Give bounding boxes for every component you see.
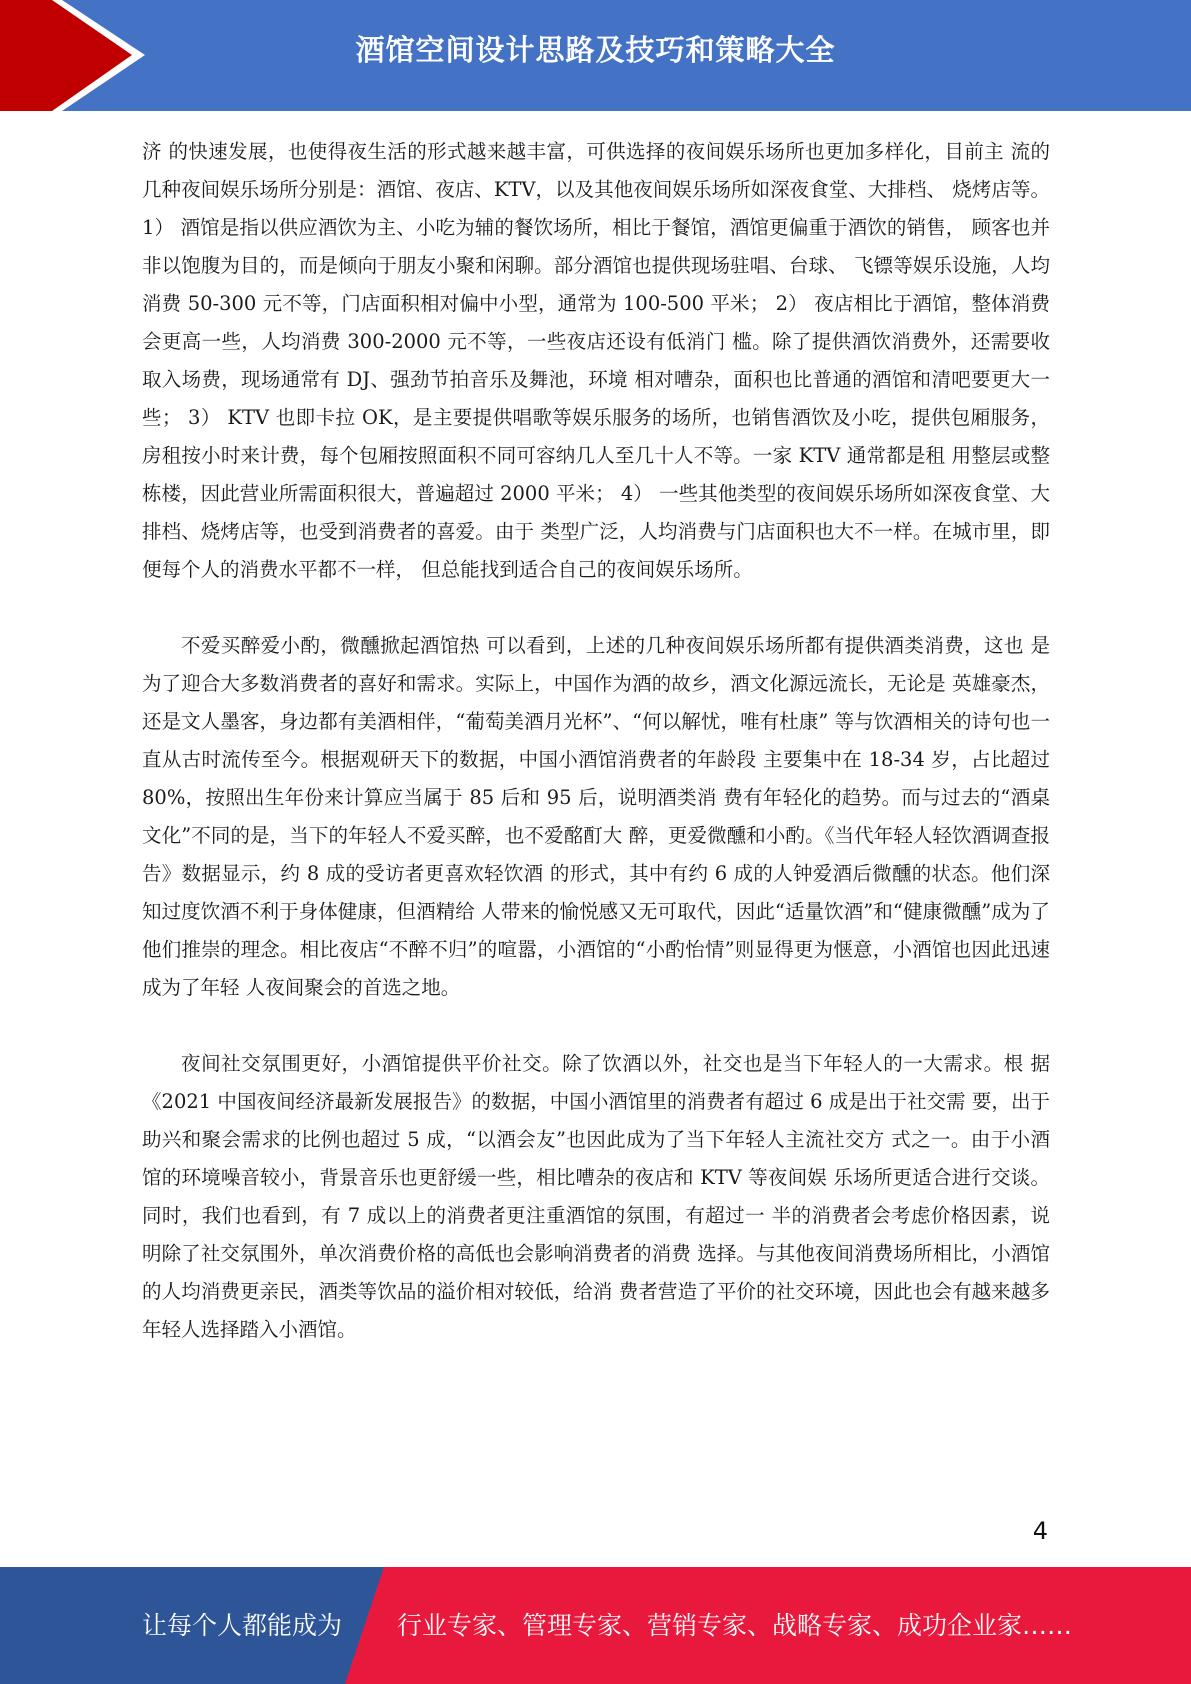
page-header <box>0 0 1191 111</box>
page-number: 4 <box>1032 1517 1048 1545</box>
footer-slogan-right: 行业专家、管理专家、营销专家、战略专家、成功企业家…… <box>397 1611 1073 1640</box>
page-footer <box>0 1567 1191 1684</box>
paragraph-3: 夜间社交氛围更好，小酒馆提供平价社交。除了饮酒以外，社交也是当下年轻人的一大需求。根 据《2021 中国夜间经济最新发展报告》的数据，中国小酒馆里的消费者有超过 6 成是出于社交需 要，出于助兴和聚会需求的比例也超过 5 成，“以酒会友”也因此成为了当下年轻人主流社交方 式之一。由于小酒馆的环境噪音较小，背景音乐也更舒缓一些，相比嘈杂的夜店和 KTV 等夜间娱 乐场所更适合进行交谈。同时，我们也看到，有 7 成以上的消费者更注重酒馆的氛围，有超过一 半的消费者会考虑价格因素，说明除了社交氛围外，单次消费价格的高低也会影响消费者的消费 选择。与其他夜间消费场所相比，小酒馆的人均消费更亲民，酒类等饮品的溢价相对较低，给消 费者营造了平价的社交环境，因此也会有越来越多年轻人选择踏入小酒馆。 <box>142 1052 1050 1341</box>
document-body <box>142 133 1050 1387</box>
red-chevron-arrow-icon <box>0 0 160 111</box>
paragraph-2: 不爱买醉爱小酌，微醺掀起酒馆热 可以看到，上述的几种夜间娱乐场所都有提供酒类消费，这也 是为了迎合大多数消费者的喜好和需求。实际上，中国作为酒的故乡，酒文化源远流长，无论是 英雄豪杰，还是文人墨客，身边都有美酒相伴，“葡萄美酒月光杯”、“何以解忧，唯有杜康” 等与饮酒相关的诗句也一直从古时流传至今。根据观研天下的数据，中国小酒馆消费者的年龄段 主要集中在 18-34 岁，占比超过 80%，按照出生年份来计算应当属于 85 后和 95 后，说明酒类消 费有年轻化的趋势。而与过去的“酒桌文化”不同的是，当下的年轻人不爱买醉，也不爱酩酊大 醉，更爱微醺和小酌。《当代年轻人轻饮酒调查报告》数据显示，约 8 成的受访者更喜欢轻饮酒 的形式，其中有约 6 成的人钟爱酒后微醺的状态。他们深知过度饮酒不利于身体健康，但酒精给 人带来的愉悦感又无可取代，因此“适量饮酒”和“健康微醺”成为了他们推崇的理念。相比夜店“不醉不归”的喧嚣，小酒馆的“小酌怡情”则显得更为惬意，小酒馆也因此迅速成为了年轻 人夜间聚会的首选之地。 <box>142 634 1050 999</box>
paragraph-1: 济 的快速发展，也使得夜生活的形式越来越丰富，可供选择的夜间娱乐场所也更加多样化，目前主 流的几种夜间娱乐场所分别是：酒馆、夜店、KTV，以及其他夜间娱乐场所如深夜食堂、大排档、 烧烤店等。 1） 酒馆是指以供应酒饮为主、小吃为辅的餐饮场所，相比于餐馆，酒馆更偏重于酒饮的销售， 顾客也并非以饱腹为目的，而是倾向于朋友小聚和闲聊。部分酒馆也提供现场驻唱、台球、 飞镖等娱乐设施，人均消费 50-300 元不等，门店面积相对偏中小型，通常为 100-500 平米； 2） 夜店相比于酒馆，整体消费会更高一些，人均消费 300-2000 元不等，一些夜店还设有低消门 槛。除了提供酒饮消费外，还需要收取入场费，现场通常有 DJ、强劲节拍音乐及舞池，环境 相对嘈杂，面积也比普通的酒馆和清吧要更大一些； 3） KTV 也即卡拉 OK，是主要提供唱歌等娱乐服务的场所，也销售酒饮及小吃，提供包厢服务， 房租按小时来计费，每个包厢按照面积不同可容纳几人至几十人不等。一家 KTV 通常都是租 用整层或整栋楼，因此营业所需面积很大，普遍超过 2000 平米； 4） 一些其他类型的夜间娱乐场所如深夜食堂、大排档、烧烤店等，也受到消费者的喜爱。由于 类型广泛，人均消费与门店面积也大不一样。在城市里，即便每个人的消费水平都不一样， 但总能找到适合自己的夜间娱乐场所。 <box>142 140 1050 581</box>
document-title: 酒馆空间设计思路及技巧和策略大全 <box>355 33 836 67</box>
footer-slogan-left: 让每个人都能成为 <box>142 1611 343 1640</box>
